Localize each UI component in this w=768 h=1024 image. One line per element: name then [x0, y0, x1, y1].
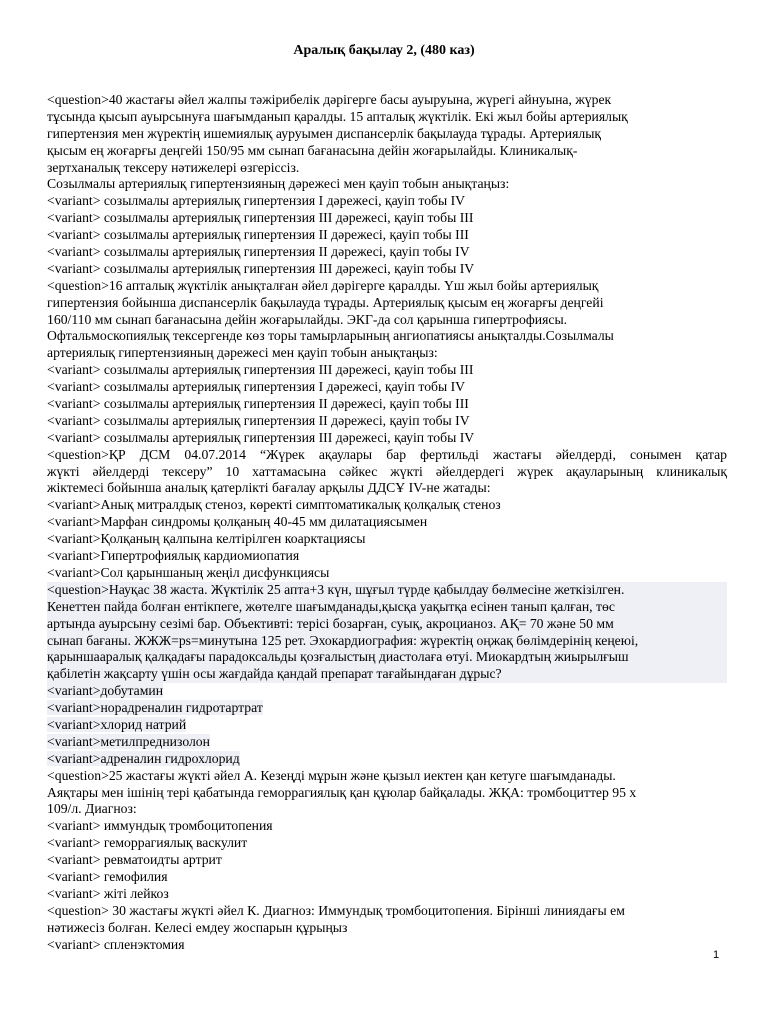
variant-line: <variant> созылмалы артериялық гипертензия II дәрежесі, қауіп тобы IV — [47, 244, 470, 260]
variant-line — [47, 717, 727, 734]
variant-line: <variant> созылмалы артериялық гипертензия II дәрежесі, қауіп тобы III — [47, 227, 469, 243]
question-1-line-1: <question>40 жастағы әйел жалпы тәжірибелік дәрігерге басы ауыруына, жүрегі айнуына, жүрек — [47, 92, 612, 107]
variant-line: <variant> жіті лейкоз — [47, 885, 169, 901]
question-1-prompt: Созылмалы артериялық гипертензияның дәрежесі мен қауіп тобын анықтаңыз: — [47, 176, 510, 192]
variant-line: <variant>Қолқаның қалпына келтірілген коарктациясы — [47, 531, 366, 547]
variant-line — [47, 700, 727, 717]
variant-line: <variant> созылмалы артериялық гипертензия III дәрежесі, қауіп тобы III — [47, 362, 474, 378]
document-body — [47, 92, 727, 953]
question-2-line-2: гипертензия бойынша диспансерлік бақылауда тұрады. Артериялық қысым ең жоғарғы деңгейі — [47, 294, 604, 310]
question-3-line-1: <question>ҚР ДСМ 04.07.2014 “Жүрек ақаулары бар фертильді жастағы әйелдерді, сонымен қатар — [47, 446, 727, 462]
variant-line: <variant> спленэктомия — [47, 936, 185, 952]
variant-line: <variant> гемофилия — [47, 868, 168, 884]
question-4-line-3: артында ауырсыну сезімі бар. Объективті: терісі бозарған, суық, акроцианоз. АҚ= 70 және 50 мм — [47, 616, 727, 633]
variant-text: <variant>метилпреднизолон — [47, 733, 210, 749]
variant-line: <variant> иммундық тромбоцитопения — [47, 818, 273, 834]
variant-line: <variant>Марфан синдромы қолқаның 40-45 мм дилатациясымен — [47, 514, 428, 530]
variant-text: <variant>добутамин — [47, 683, 164, 699]
variant-line — [47, 751, 727, 768]
question-5-line-3: 109/л. Диагноз: — [47, 801, 137, 817]
question-3-line-2: жүкті әйелдерді тексеру” 10 хаттамасына сәйкес жүкті әйелдердегі жүрек ақауларының клиникалық — [47, 463, 727, 479]
variant-line: <variant> созылмалы артериялық гипертензия I дәрежесі, қауіп тобы IV — [47, 379, 466, 395]
variant-line — [47, 683, 727, 700]
question-1-line-5: зертханалық тексеру нәтижелері өзгеріссіз. — [47, 159, 300, 175]
variant-line — [47, 734, 727, 751]
question-2-line-1: <question>16 апталық жүктілік анықталған әйел дәрігерге қаралды. Үш жыл бойы артериялық — [47, 277, 599, 293]
variant-line: <variant> созылмалы артериялық гипертензия III дәрежесі, қауіп тобы III — [47, 210, 474, 226]
question-6-line-1: <question> 30 жастағы жүкті әйел К. Диагноз: Иммундық тромбоцитопения. Бірінші линиядағы ем — [47, 902, 625, 918]
question-1-line-3: гипертензия мен жүректің ишемиялық ауруымен диспансерлік бақылауда тұрады. Артериялық — [47, 125, 602, 141]
variant-line: <variant> созылмалы артериялық гипертензия III дәрежесі, қауіп тобы IV — [47, 260, 475, 276]
question-4-line-5: қарыншааралық қалқадағы парадоксальды қозғалыстың диастолаға өтуі. Миокардтың жиырылғыш — [47, 649, 727, 666]
variant-line: <variant> созылмалы артериялық гипертензия III дәрежесі, қауіп тобы IV — [47, 429, 475, 445]
variant-text: <variant>адреналин гидрохлорид — [47, 750, 240, 766]
question-3-line-3: жіктемесі бойынша аналық қатерлікті бағалау арқылы ДДСҰ IV-не жатады: — [47, 480, 491, 496]
variant-line: <variant>Сол қарыншаның жеңіл дисфункциясы — [47, 564, 330, 580]
question-4-line-6: қабілетін жақсарту үшін осы жағдайда қандай препарат тағайындаған дұрыс? — [47, 666, 727, 683]
question-2-line-4: Офтальмоскопиялық тексергенде көз торы тамырларының ангиопатиясы анықталды.Созылмалы — [47, 328, 614, 344]
variant-line: <variant> созылмалы артериялық гипертензия I дәрежесі, қауіп тобы IV — [47, 193, 466, 209]
variant-text: <variant>хлорид натрий — [47, 716, 187, 732]
question-1-line-4: қысым ең жоғарғы деңгейі 150/95 мм сынап бағанасына дейін жоғарылайды. Клиникалық- — [47, 142, 578, 158]
variant-line: <variant> созылмалы артериялық гипертензия II дәрежесі, қауіп тобы III — [47, 396, 469, 412]
question-4-line-4: сынап бағаны. ЖЖЖ=ps=минутына 125 рет. Эхокардиография: жүректің оңжақ бөлімдерінің кеңеюі, — [47, 633, 727, 650]
variant-line: <variant>Анық митралдық стеноз, көректі симптоматикалық қолқалық стеноз — [47, 497, 501, 513]
variant-line: <variant> ревматоидты артрит — [47, 852, 222, 868]
question-2-line-5: артериялық гипертензияның дәрежесі мен қауіп тобын анықтаңыз: — [47, 345, 438, 361]
variant-line: <variant> геморрагиялық васкулит — [47, 835, 248, 851]
question-5-line-1: <question>25 жастағы жүкті әйел А. Кезеңді мұрын және қызыл иектен қан кетуге шағымданады. — [47, 767, 616, 783]
question-4-line-1: <question>Науқас 38 жаста. Жүктілік 25 апта+3 күн, шұғыл түрде қабылдау бөлмесіне жеткізілген. — [47, 582, 727, 599]
variant-line: <variant> созылмалы артериялық гипертензия II дәрежесі, қауіп тобы IV — [47, 412, 470, 428]
variant-line: <variant>Гипертрофиялық кардиомиопатия — [47, 548, 300, 564]
question-4-line-2: Кенеттен пайда болған ентікпеге, жөтелге шағымданады,қысқа уақытқа есінен танып қалған, төс — [47, 599, 727, 616]
question-1-line-2: тұсында қысып ауырсынуға шағымданып қаралды. 15 апталық жүктілік. Екі жыл бойы артериялық — [47, 108, 628, 124]
question-6-line-2: нәтижесіз болған. Келесі емдеу жоспарын құрыңыз — [47, 919, 348, 935]
question-2-line-3: 160/110 мм сынап бағанасына дейін жоғарылайды. ЭКГ-да сол қарынша гипертрофиясы. — [47, 311, 568, 327]
question-5-line-2: Аяқтары мен ішінің тері қабатында геморрагиялық қан құюлар байқалады. ЖҚА: тромбоциттер 95 х — [47, 784, 637, 800]
page-number: 1 — [713, 949, 720, 961]
variant-text: <variant>норадреналин гидротартрат — [47, 700, 263, 716]
page-title: Аралық бақылау 2, (480 каз) — [293, 43, 475, 58]
